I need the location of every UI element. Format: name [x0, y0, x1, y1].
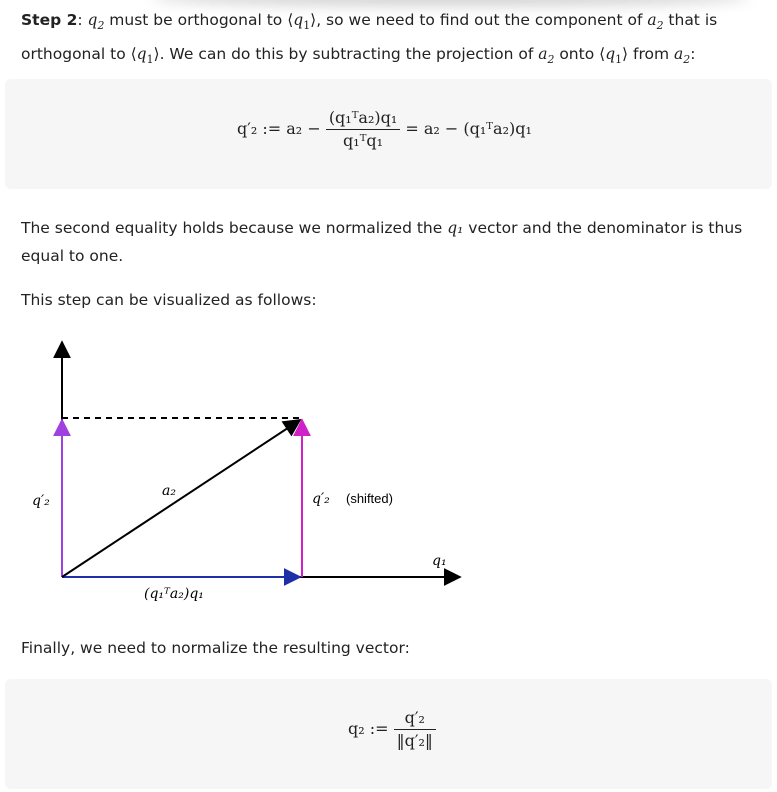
text-fragment: must be orthogonal to — [104, 11, 288, 29]
label-q2-prime-shifted: q′₂ — [312, 491, 330, 507]
text-fragment: that is orthogonal to — [21, 11, 718, 64]
a2-vector — [62, 420, 300, 577]
label-projection: (q₁ᵀa₂)q₁ — [144, 586, 204, 602]
eq2-fraction — [394, 707, 436, 752]
eq1-lhs: q′₂ := — [237, 119, 282, 138]
text-fragment: : — [690, 45, 696, 64]
text-fragment: . We can do this by subtracting the projection of — [159, 45, 539, 64]
equation-projection — [237, 107, 532, 152]
text-fragment: The second equality holds because we normalized the — [21, 219, 448, 237]
eq1-numerator: (q₁ᵀa₂)q₁ — [326, 107, 400, 130]
normalize-intro: Finally, we need to normalize the resulting vector: — [21, 639, 410, 657]
label-a2: a₂ — [162, 483, 176, 499]
math-span-q1: $⟨q_1⟩$ — [130, 45, 160, 67]
step-2-paragraph — [21, 6, 746, 74]
math-span-q1: $⟨q_1⟩$ — [287, 11, 317, 33]
text-fragment: vector and the denominator is thus equal to one. — [21, 219, 743, 265]
eq1-fraction — [326, 107, 400, 152]
eq1-denominator: q₁ᵀq₁ — [343, 131, 384, 150]
eq1-minus: − — [307, 119, 321, 138]
math-a2: $a_2$ — [674, 45, 691, 67]
label-q2-prime: q′₂ — [32, 493, 50, 509]
eq1-equals: = — [405, 119, 419, 138]
math-q1: q₁ — [447, 219, 464, 237]
eq1-a2: a₂ — [286, 119, 303, 138]
eq1-rhs: a₂ − (q₁ᵀa₂)q₁ — [423, 119, 532, 138]
text-fragment: : — [77, 11, 88, 29]
math-span-q1: $⟨q_1⟩$ — [599, 45, 629, 67]
projection-diagram — [0, 330, 777, 620]
visualization-intro: This step can be visualized as follows: — [21, 291, 317, 309]
text-fragment: from — [628, 45, 675, 64]
step-label: Step 2 — [21, 11, 78, 29]
math-q2: $q_2$ — [87, 11, 105, 33]
text-fragment: onto — [554, 45, 600, 64]
equation-box-2 — [5, 679, 772, 789]
equality-explanation — [21, 214, 746, 270]
label-shifted: (shifted) — [346, 491, 393, 506]
eq2-numerator: q′₂ — [394, 707, 436, 730]
equation-normalize — [348, 707, 436, 752]
equation-box-1 — [5, 79, 772, 189]
eq2-denominator: ‖q′₂‖ — [396, 731, 433, 750]
math-a2: $a_2$ — [647, 11, 664, 33]
label-q1: q₁ — [432, 553, 447, 569]
math-a2: $a_2$ — [538, 45, 555, 67]
text-fragment: , so we need to find out the component of — [316, 11, 648, 29]
eq2-lhs: q₂ := — [348, 719, 389, 738]
